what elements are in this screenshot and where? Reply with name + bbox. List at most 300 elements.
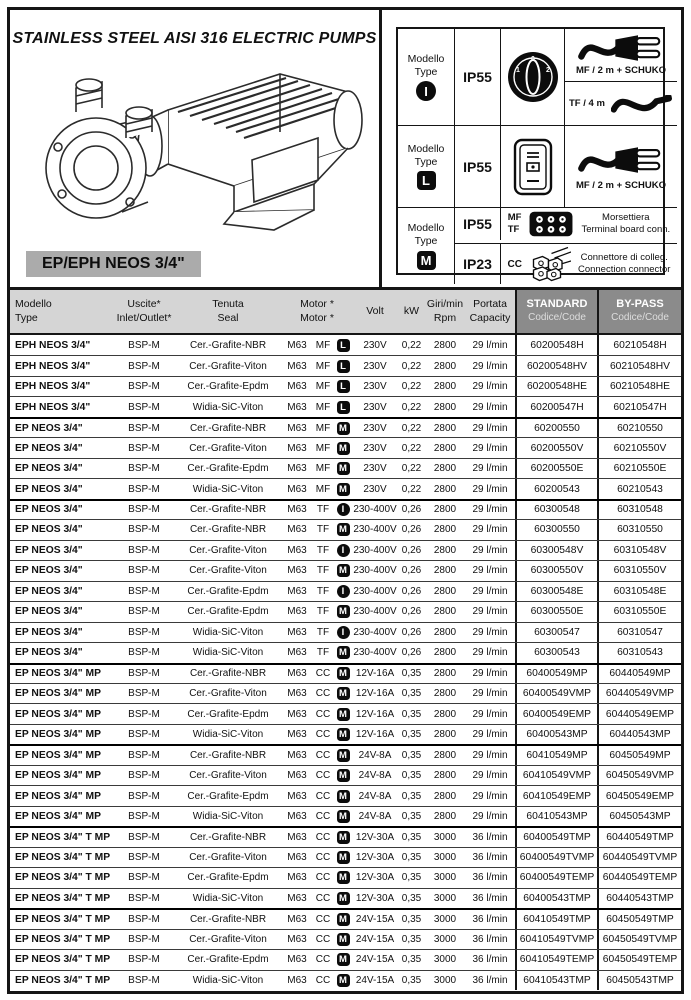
cell-rpm: 2800	[433, 750, 457, 762]
cell-capacity: 29 l/min	[472, 626, 508, 638]
cell-kw: 0,35	[401, 729, 422, 741]
cell-motor-type: MF	[315, 442, 331, 454]
cell-seal: Cer.-Grafite-Epdm	[187, 463, 269, 475]
cell-badge	[334, 623, 352, 642]
cell-capacity: 29 l/min	[472, 544, 508, 556]
cell-capacity: 36 l/min	[472, 851, 508, 863]
cell-inlet-outlet: BSP-M	[128, 422, 160, 434]
cell-inlet-outlet: BSP-M	[128, 668, 160, 680]
cell-rpm: 3000	[433, 831, 457, 843]
cell-motor-type: CC	[315, 750, 331, 762]
cell-bypass-code: 60310543	[597, 643, 681, 662]
cell-model: EP NEOS 3/4" MP	[15, 708, 101, 720]
cell-model: EP NEOS 3/4"	[15, 463, 83, 475]
table-row	[10, 703, 681, 723]
cell-motor-frame: M63	[287, 729, 307, 741]
cell-rpm: 2800	[433, 708, 457, 720]
page-title: STAINLESS STEEL AISI 316 ELECTRIC PUMPS	[12, 30, 377, 47]
cell-inlet-outlet: BSP-M	[128, 851, 160, 863]
pump-illustration	[18, 52, 374, 234]
cell-standard-code: 60410549VMP	[515, 766, 597, 785]
cell-motor-frame: M63	[287, 831, 307, 843]
cell-standard-code: 60410549MP	[515, 746, 597, 764]
cell-rpm: 2800	[433, 360, 457, 372]
motor-tag-cc: CC	[507, 258, 522, 270]
cell-standard-code: 60300550E	[515, 602, 597, 621]
cell-seal: Cer.-Grafite-NBR	[189, 831, 267, 843]
cell-seal: Widia-SiC-Viton	[192, 729, 264, 741]
table-row	[10, 499, 681, 519]
svg-text:2: 2	[545, 67, 550, 74]
motor-type-badge: M	[337, 523, 350, 536]
cell-model: EP NEOS 3/4"	[15, 422, 83, 434]
cell-bypass-code: 60310548V	[597, 541, 681, 560]
cell-standard-code: 60410549TVMP	[515, 930, 597, 949]
type-label-it: Modello	[407, 142, 445, 155]
legend-row-type-i	[398, 29, 677, 125]
cell-kw: 0,22	[401, 483, 422, 495]
table-row	[10, 847, 681, 867]
cell-volt: 230-400V	[353, 626, 397, 638]
cell-badge	[334, 786, 352, 805]
cell-standard-code: 60200550V	[515, 438, 597, 457]
cell-standard-code: 60400549TMP	[515, 828, 597, 846]
cell-inlet-outlet: BSP-M	[128, 750, 160, 762]
cell-bypass-code: 60210547H	[597, 397, 681, 416]
cell-model: EP NEOS 3/4"	[15, 442, 83, 454]
connection-desc-en: Connection connector	[577, 264, 671, 275]
cell-rpm: 2800	[433, 463, 457, 475]
cell-kw: 0,22	[401, 463, 422, 475]
cell-volt: 12V-16A	[355, 729, 395, 741]
type-label-en: Type	[414, 155, 438, 168]
motor-type-badge: M	[337, 667, 350, 680]
rocker-switch-icon	[513, 138, 553, 196]
cell-kw: 0,35	[401, 974, 422, 986]
cell-motor-frame: M63	[287, 954, 307, 966]
cell-motor-frame: M63	[287, 585, 307, 597]
cell-model: EP NEOS 3/4" T MP	[15, 892, 111, 904]
cell-seal: Cer.-Grafite-Viton	[189, 851, 267, 863]
cell-motor-frame: M63	[287, 688, 307, 700]
motor-type-badge: M	[337, 708, 350, 721]
motor-type-badge: M	[337, 913, 350, 926]
cell-badge	[334, 397, 352, 416]
cell-badge	[334, 950, 352, 969]
cell-seal: Cer.-Grafite-Viton	[189, 565, 267, 577]
cell-kw: 0,35	[401, 811, 422, 823]
type-label-en: Type	[414, 235, 438, 247]
table-row	[10, 622, 681, 642]
type-legend-table	[396, 27, 671, 275]
cell-badge	[334, 582, 352, 601]
cell-badge	[334, 725, 352, 744]
cell-bypass-code: 60310550E	[597, 602, 681, 621]
cell-kw: 0,26	[401, 585, 422, 597]
cell-model: EP NEOS 3/4" T MP	[15, 954, 111, 966]
cell-badge	[334, 807, 352, 826]
cell-rpm: 2800	[433, 483, 457, 495]
table-row	[10, 437, 681, 457]
cell-badge	[334, 335, 352, 355]
table-row	[10, 335, 681, 355]
cell-inlet-outlet: BSP-M	[128, 585, 160, 597]
col-header-seal: Tenuta Seal	[212, 298, 244, 324]
table-row	[10, 970, 681, 990]
cell-inlet-outlet: BSP-M	[128, 770, 160, 782]
cell-bypass-code: 60450549VMP	[597, 766, 681, 785]
cell-capacity: 36 l/min	[472, 892, 508, 904]
cell-standard-code: 60200550E	[515, 459, 597, 478]
cell-motor-type: CC	[315, 954, 331, 966]
cell-seal: Widia-SiC-Viton	[192, 892, 264, 904]
col-header-motor: Motor * Motor *	[300, 298, 334, 324]
cell-bypass-code: 60440543TMP	[597, 889, 681, 908]
cell-capacity: 29 l/min	[472, 729, 508, 741]
cell-model: EP NEOS 3/4" T MP	[15, 933, 111, 945]
cell-seal: Cer.-Grafite-Viton	[189, 770, 267, 782]
type-legend-area	[382, 10, 681, 287]
cell-seal: Cer.-Grafite-NBR	[189, 524, 267, 536]
cell-motor-type: CC	[315, 913, 331, 925]
schuko-plug-icon	[578, 31, 664, 65]
cell-motor-type: CC	[315, 892, 331, 904]
cell-inlet-outlet: BSP-M	[128, 442, 160, 454]
cell-motor-frame: M63	[287, 463, 307, 475]
cell-inlet-outlet: BSP-M	[128, 913, 160, 925]
cell-rpm: 3000	[433, 913, 457, 925]
cell-rpm: 2800	[433, 544, 457, 556]
cell-badge	[334, 848, 352, 867]
cell-model: EP NEOS 3/4"	[15, 647, 83, 659]
cell-standard-code: 60200547H	[515, 397, 597, 416]
cell-rpm: 3000	[433, 851, 457, 863]
svg-text:1: 1	[515, 67, 520, 74]
cell-kw: 0,35	[401, 770, 422, 782]
connection-label: MF / 2 m + SCHUKO	[575, 65, 666, 76]
table-row	[10, 663, 681, 683]
col-header-volt: Volt	[366, 304, 384, 317]
cell-seal: Cer.-Grafite-Viton	[189, 933, 267, 945]
cell-standard-code: 60410549TEMP	[515, 950, 597, 969]
cell-rpm: 2800	[433, 585, 457, 597]
cell-bypass-code: 60440549TEMP	[597, 868, 681, 887]
cell-kw: 0,35	[401, 913, 422, 925]
cell-motor-type: CC	[315, 708, 331, 720]
connection-desc-it: Connettore di colleg.	[580, 252, 668, 264]
table-row	[10, 929, 681, 949]
cell-seal: Cer.-Grafite-NBR	[189, 913, 267, 925]
cell-volt: 230V	[363, 483, 387, 495]
table-row	[10, 540, 681, 560]
cell-seal: Widia-SiC-Viton	[192, 483, 264, 495]
cell-badge	[334, 377, 352, 396]
cell-motor-frame: M63	[287, 381, 307, 393]
motor-type-badge: M	[337, 462, 350, 475]
cell-model: EP NEOS 3/4" MP	[15, 790, 101, 802]
motor-type-badge: M	[337, 790, 350, 803]
cell-standard-code: 60300548	[515, 501, 597, 519]
cell-standard-code: 60200548HV	[515, 356, 597, 375]
cell-bypass-code: 60310550	[597, 520, 681, 539]
connection-label: TF / 4 m	[569, 98, 605, 109]
svg-text:0: 0	[530, 56, 535, 63]
cell-volt: 230-400V	[353, 504, 397, 516]
motor-tag-tf: TF	[507, 224, 520, 235]
cell-badge	[334, 561, 352, 580]
cell-model: EP NEOS 3/4" T MP	[15, 872, 111, 884]
cell-badge	[334, 868, 352, 887]
cell-capacity: 29 l/min	[472, 770, 508, 782]
cell-badge	[334, 665, 352, 683]
cell-standard-code: 60400549MP	[515, 665, 597, 683]
table-row	[10, 417, 681, 437]
cell-bypass-code: 60440549EMP	[597, 704, 681, 723]
cell-volt: 12V-30A	[355, 831, 395, 843]
cell-seal: Cer.-Grafite-NBR	[189, 339, 267, 351]
cell-model: EPH NEOS 3/4"	[15, 360, 91, 372]
cell-kw: 0,26	[401, 524, 422, 536]
cell-kw: 0,22	[401, 442, 422, 454]
cell-kw: 0,35	[401, 708, 422, 720]
cell-kw: 0,26	[401, 626, 422, 638]
cell-seal: Cer.-Grafite-NBR	[189, 422, 267, 434]
schuko-plug-icon	[578, 143, 664, 177]
cell-bypass-code: 60450549TVMP	[597, 930, 681, 949]
cell-motor-type: CC	[315, 790, 331, 802]
cell-volt: 24V-8A	[358, 811, 392, 823]
cell-badge	[334, 602, 352, 621]
cell-bypass-code: 60210550E	[597, 459, 681, 478]
cell-motor-type: CC	[315, 811, 331, 823]
cell-motor-frame: M63	[287, 442, 307, 454]
cell-badge	[334, 766, 352, 785]
cell-inlet-outlet: BSP-M	[128, 463, 160, 475]
cell-bypass-code: 60450549TEMP	[597, 950, 681, 969]
cell-motor-type: TF	[316, 606, 330, 618]
cell-standard-code: 60400543TMP	[515, 889, 597, 908]
cell-model: EPH NEOS 3/4"	[15, 339, 91, 351]
cell-inlet-outlet: BSP-M	[128, 954, 160, 966]
top-section	[10, 10, 681, 290]
table-row	[10, 376, 681, 396]
cell-bypass-code: 60450543MP	[597, 807, 681, 826]
table-header	[10, 290, 681, 335]
cell-inlet-outlet: BSP-M	[128, 933, 160, 945]
cell-standard-code: 60200550	[515, 419, 597, 437]
table-body	[10, 335, 681, 990]
cell-badge	[334, 356, 352, 375]
cell-motor-frame: M63	[287, 913, 307, 925]
motor-type-badge: M	[337, 422, 350, 435]
cell-seal: Widia-SiC-Viton	[192, 974, 264, 986]
cell-model: EP NEOS 3/4"	[15, 585, 83, 597]
cell-standard-code: 60400549EMP	[515, 704, 597, 723]
table-row	[10, 724, 681, 744]
motor-tag-mf: MF	[507, 212, 522, 224]
cell-kw: 0,22	[401, 401, 422, 413]
motor-type-badge: M	[337, 442, 350, 455]
cell-inlet-outlet: BSP-M	[128, 974, 160, 986]
cell-motor-frame: M63	[287, 974, 307, 986]
cell-seal: Cer.-Grafite-Epdm	[187, 606, 269, 618]
cell-model: EP NEOS 3/4" MP	[15, 750, 101, 762]
ip-rating: IP55	[463, 158, 492, 175]
cell-volt: 12V-30A	[355, 851, 395, 863]
cell-seal: Widia-SiC-Viton	[192, 647, 264, 659]
cell-motor-frame: M63	[287, 401, 307, 413]
table-row	[10, 826, 681, 846]
cell-inlet-outlet: BSP-M	[128, 544, 160, 556]
product-name-label: EP/EPH NEOS 3/4"	[26, 251, 201, 277]
cell-motor-type: CC	[315, 729, 331, 741]
col-header-capacity: Portata Capacity	[469, 298, 511, 324]
cell-rpm: 2800	[433, 524, 457, 536]
cell-rpm: 2800	[433, 381, 457, 393]
cell-model: EPH NEOS 3/4"	[15, 381, 91, 393]
cell-volt: 24V-15A	[355, 974, 395, 986]
cell-motor-frame: M63	[287, 524, 307, 536]
cell-rpm: 3000	[433, 974, 457, 986]
type-m-badge: M	[417, 251, 436, 270]
table-row	[10, 867, 681, 887]
motor-type-badge: M	[337, 605, 350, 618]
cell-motor-frame: M63	[287, 708, 307, 720]
cell-seal: Cer.-Grafite-Viton	[189, 688, 267, 700]
cable-icon	[611, 91, 673, 117]
cell-bypass-code: 60440549TMP	[597, 828, 681, 846]
cell-motor-type: MF	[315, 360, 331, 372]
cell-kw: 0,22	[401, 422, 422, 434]
motor-type-badge: M	[337, 483, 350, 496]
cell-model: EP NEOS 3/4" T MP	[15, 974, 111, 986]
motor-type-badge: L	[337, 339, 350, 352]
cell-bypass-code: 60440549VMP	[597, 684, 681, 703]
cell-motor-type: MF	[315, 483, 331, 495]
cell-standard-code: 60300547	[515, 623, 597, 642]
cell-motor-type: MF	[315, 381, 331, 393]
cell-volt: 24V-8A	[358, 770, 392, 782]
cell-badge	[334, 828, 352, 846]
cell-badge	[334, 971, 352, 990]
cell-motor-type: CC	[315, 831, 331, 843]
cell-kw: 0,26	[401, 647, 422, 659]
table-row	[10, 785, 681, 805]
motor-type-badge: L	[337, 380, 350, 393]
type-l-badge: L	[417, 171, 436, 190]
cell-motor-type: CC	[315, 872, 331, 884]
motor-type-badge: M	[337, 810, 350, 823]
cell-model: EP NEOS 3/4" MP	[15, 811, 101, 823]
cell-kw: 0,26	[401, 544, 422, 556]
table-row	[10, 908, 681, 928]
cell-badge	[334, 520, 352, 539]
cell-badge	[334, 684, 352, 703]
cell-standard-code: 60200548HE	[515, 377, 597, 396]
cell-model: EP NEOS 3/4"	[15, 483, 83, 495]
motor-type-badge: M	[337, 769, 350, 782]
cell-volt: 230-400V	[353, 606, 397, 618]
cell-rpm: 2800	[433, 504, 457, 516]
cell-bypass-code: 60440543MP	[597, 725, 681, 744]
cell-motor-type: CC	[315, 668, 331, 680]
cell-motor-type: MF	[315, 463, 331, 475]
terminal-board-icon	[528, 210, 574, 238]
cell-badge	[334, 501, 352, 519]
cell-kw: 0,35	[401, 668, 422, 680]
cell-rpm: 2800	[433, 626, 457, 638]
cell-kw: 0,26	[401, 565, 422, 577]
cell-inlet-outlet: BSP-M	[128, 483, 160, 495]
motor-type-badge: I	[337, 503, 350, 516]
cell-motor-type: CC	[315, 933, 331, 945]
cell-capacity: 29 l/min	[472, 565, 508, 577]
cell-inlet-outlet: BSP-M	[128, 872, 160, 884]
cell-bypass-code: 60310548E	[597, 582, 681, 601]
cell-rpm: 2800	[433, 770, 457, 782]
table-row	[10, 519, 681, 539]
cell-volt: 12V-30A	[355, 872, 395, 884]
motor-type-badge: L	[337, 401, 350, 414]
cell-rpm: 2800	[433, 339, 457, 351]
cell-kw: 0,35	[401, 831, 422, 843]
cell-kw: 0,35	[401, 892, 422, 904]
cell-badge	[334, 459, 352, 478]
cell-volt: 230-400V	[353, 585, 397, 597]
cell-capacity: 29 l/min	[472, 422, 508, 434]
motor-type-badge: M	[337, 564, 350, 577]
cell-capacity: 36 l/min	[472, 933, 508, 945]
cell-inlet-outlet: BSP-M	[128, 565, 160, 577]
cell-volt: 230V	[363, 360, 387, 372]
hero-panel	[10, 10, 382, 287]
cell-model: EP NEOS 3/4" MP	[15, 688, 101, 700]
cell-rpm: 2800	[433, 647, 457, 659]
cell-motor-frame: M63	[287, 790, 307, 802]
cell-volt: 24V-8A	[358, 750, 392, 762]
cell-model: EPH NEOS 3/4"	[15, 401, 91, 413]
cell-kw: 0,35	[401, 750, 422, 762]
col-header-standard-code: STANDARD Codice/Code	[515, 290, 597, 333]
cell-rpm: 3000	[433, 933, 457, 945]
table-row	[10, 601, 681, 621]
cell-rpm: 2800	[433, 442, 457, 454]
cell-seal: Cer.-Grafite-Viton	[189, 442, 267, 454]
cell-bypass-code: 60440549MP	[597, 665, 681, 683]
cell-kw: 0,35	[401, 872, 422, 884]
cell-inlet-outlet: BSP-M	[128, 606, 160, 618]
cell-rpm: 2800	[433, 422, 457, 434]
ip-rating: IP23	[463, 256, 492, 272]
cell-inlet-outlet: BSP-M	[128, 504, 160, 516]
cell-model: EP NEOS 3/4"	[15, 626, 83, 638]
cell-rpm: 2800	[433, 729, 457, 741]
legend-row-type-m	[398, 207, 677, 284]
col-header-kw: kW	[403, 304, 420, 317]
cell-badge	[334, 704, 352, 723]
cell-motor-type: CC	[315, 851, 331, 863]
cell-capacity: 29 l/min	[472, 647, 508, 659]
cell-standard-code: 60300548E	[515, 582, 597, 601]
cell-seal: Cer.-Grafite-Epdm	[187, 872, 269, 884]
cell-standard-code: 60410549TMP	[515, 910, 597, 928]
motor-type-badge: M	[337, 831, 350, 844]
motor-type-badge: M	[337, 851, 350, 864]
cell-inlet-outlet: BSP-M	[128, 811, 160, 823]
cell-bypass-code: 60450549EMP	[597, 786, 681, 805]
cell-motor-frame: M63	[287, 339, 307, 351]
cell-model: EP NEOS 3/4" MP	[15, 668, 101, 680]
